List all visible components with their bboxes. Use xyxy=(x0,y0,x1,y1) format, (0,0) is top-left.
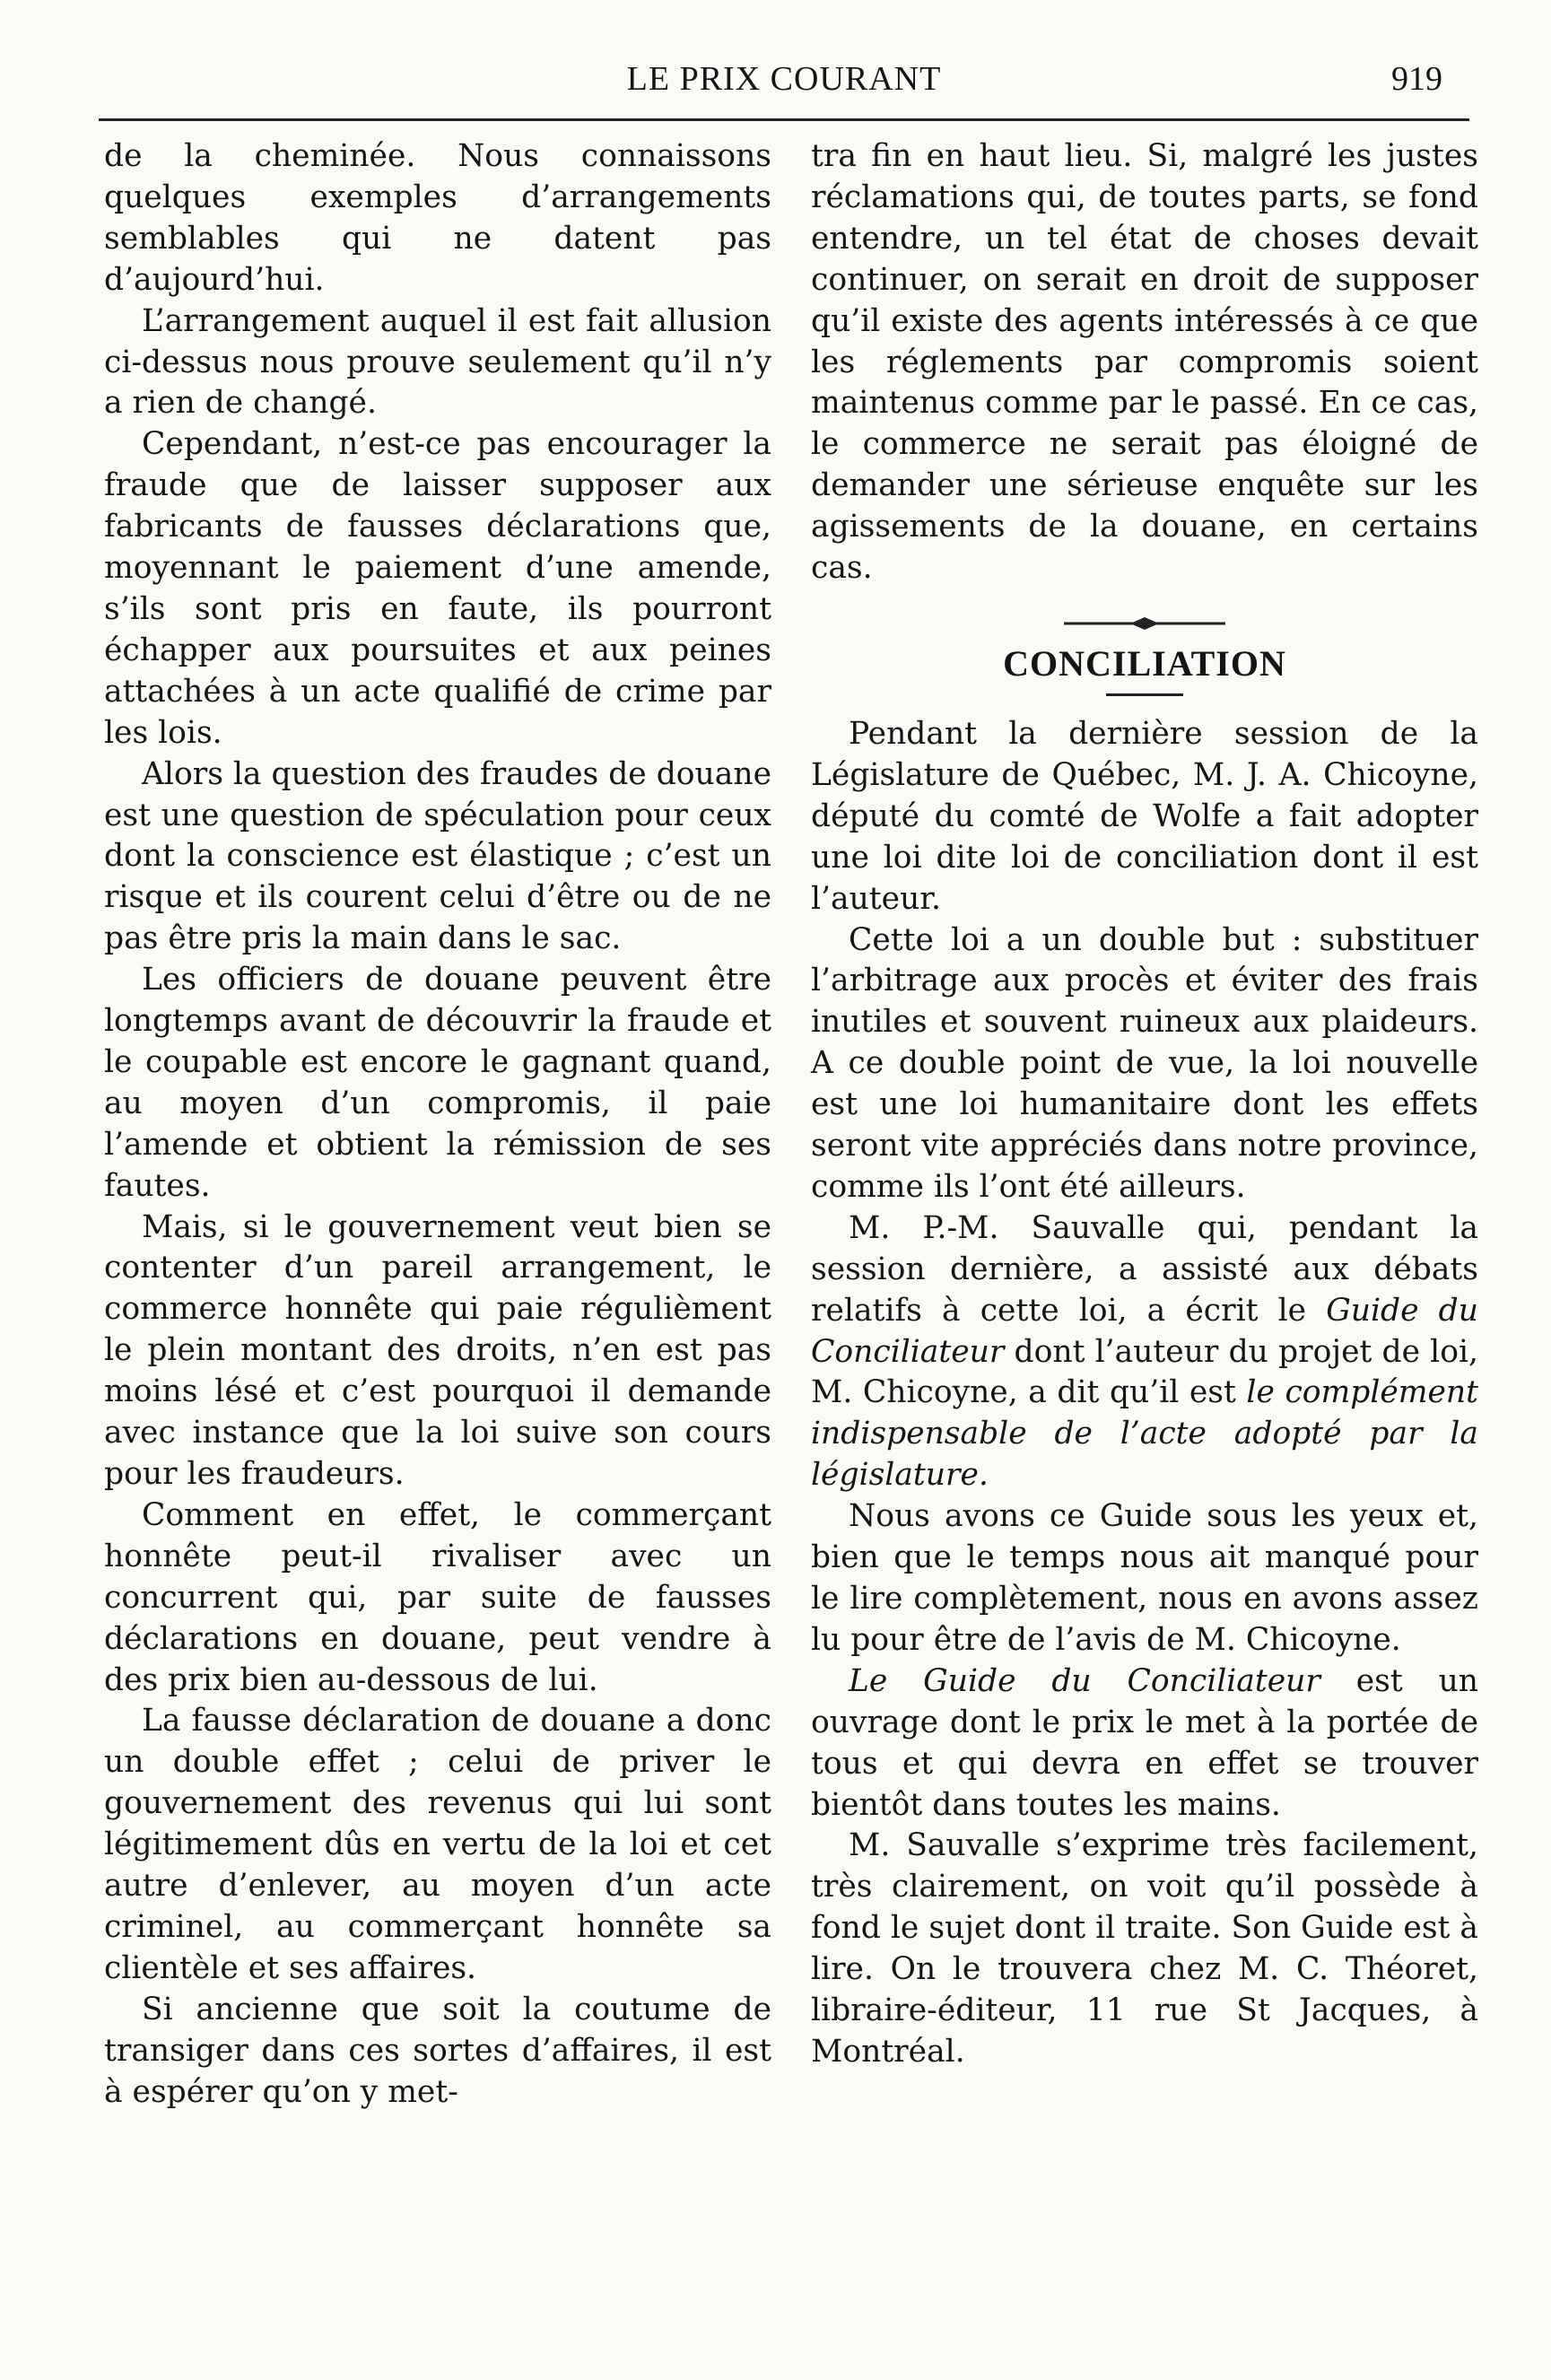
paragraph: Alors la question des fraudes de douane est une question de spéculation pour ceux dont la conscience est élastique ; c’est un risque et ils courent celui d’être ou de ne pas être pris la main dans le sac. xyxy=(104,755,771,957)
right-column xyxy=(811,136,1478,2073)
book-title: Guide du Conciliateur xyxy=(811,1292,1478,1370)
page-number: 919 xyxy=(1391,60,1442,98)
paragraph: L’arrangement auquel il est fait allusion ci-dessus nous prouve seulement qu’il n’y a rien de changé. xyxy=(104,302,771,422)
paragraph: Pendant la dernière session de la Législature de Québec, M. J. A. Chicoyne, député du comté de Wolfe a fait adopter une loi dite loi de conciliation dont il est l’auteur. xyxy=(811,715,1478,917)
section-title: CONCILIATION xyxy=(1003,642,1286,684)
paragraph: Cette loi a un double but : substituer l’arbitrage aux procès et éviter des frais inutiles et souvent ruineux aux plaideurs. A ce double point de vue, la loi nouvelle est une loi humanitaire dont les effets seront vite appréciés dans notre province, comme ils l’ont été ailleurs. xyxy=(811,921,1478,1205)
paragraph xyxy=(811,1661,1478,1826)
paragraph: Nous avons ce Guide sous les yeux et, bien que le temps nous ait manqué pour le lire complètement, nous en avons assez lu pour être de l’avis de M. Chicoyne. xyxy=(811,1498,1478,1658)
paragraph-continuation: tra fin en haut lieu. Si, malgré les justes réclamations qui, de toutes parts, se fond entendre, un tel état de choses devait continuer, on serait en droit de supposer qu’il existe des agents intéressés à ce que les réglements par compromis soient maintenus comme par le passé. En ce cas, le commerce ne serait pas éloigné de demander une sérieuse enquête sur les agissements de la douane, en certains cas. xyxy=(811,138,1478,587)
paragraph-text: dont l’auteur du projet de loi, M. Chicoyne, a dit qu’il est xyxy=(811,1333,1478,1411)
running-head xyxy=(99,59,1469,104)
paragraph xyxy=(811,1208,1478,1496)
section-ornament xyxy=(1064,613,1225,634)
paragraph: Mais, si le gouvernement veut bien se contenter d’un pareil arrangement, le commerce honnête qui paie régulièment le plein montant des droits, n’en est pas moins lésé et c’est pourquoi il demande avec instance que la loi suive son cours pour les fraudeurs. xyxy=(104,1208,771,1492)
title-rule xyxy=(1106,693,1183,696)
paragraph: Si ancienne que soit la coutume de transiger dans ces sortes d’affaires, il est à espérer qu’on y met- xyxy=(104,1991,771,2110)
paragraph: La fausse déclaration de douane a donc un double effet ; celui de priver le gouvernement des revenus qui lui sont légitimement dûs en vertu de la loi et cet autre d’enlever, au moyen d’un acte criminel, au commerçant honnête sa clientèle et ses affaires. xyxy=(104,1703,771,1986)
book-title: Le Guide du Conciliateur xyxy=(849,1662,1320,1699)
paragraph-text: est un ouvrage dont le prix le met à la portée de tous et qui devra en effet se trouver bientôt dans toutes les mains. xyxy=(811,1662,1479,1823)
paragraph: de la cheminée. Nous connaissons quelques exemples d’arrangements semblables qui ne datent pas d’aujourd’hui. xyxy=(104,138,771,298)
paragraph: Comment en effet, le commerçant honnête peut-il rivaliser avec un concurrent qui, par suite de fausses déclarations en douane, peut vendre à des prix bien au-dessous de lui. xyxy=(104,1496,771,1698)
paragraph-text: M. P.-M. Sauvalle qui, pendant la session dernière, a assisté aux débats relatifs à cette loi, a écrit le xyxy=(811,1209,1478,1329)
left-column xyxy=(104,136,771,2114)
quotation: le complément indispensable de l’acte adopté par la législature. xyxy=(811,1374,1478,1494)
running-title: LE PRIX COURANT xyxy=(626,60,942,98)
paragraph: M. Sauvalle s’exprime très facilement, très clairement, on voit qu’il possède à fond le sujet dont il traite. Son Guide est à lire. On le trouvera chez M. C. Théoret, libraire-éditeur, 11 rue St Jacques, à Montréal. xyxy=(811,1827,1478,2070)
paragraph: Cependant, n’est-ce pas encourager la fraude que de laisser supposer aux fabricants de fausses déclarations que, moyennant le paiement d’une amende, s’ils sont pris en faute, ils pourront échapper aux poursuites et aux peines attachées à un acte qualifié de crime par les lois. xyxy=(104,426,771,751)
header-rule xyxy=(99,118,1469,121)
paragraph: Les officiers de douane peuvent être longtemps avant de découvrir la fraude et le coupable est encore le gagnant quand, au moyen d’un compromis, il paie l’amende et obtient la rémission de ses fautes. xyxy=(104,962,771,1204)
